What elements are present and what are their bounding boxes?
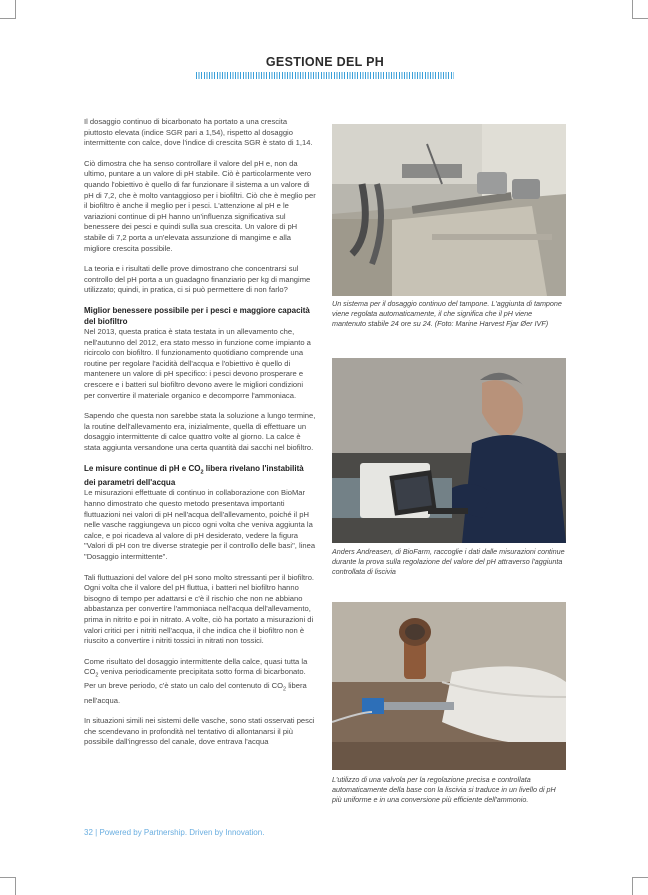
section-heading: Le misure continue di pH e $CO_2$ libera rivelano l'instabilità dei parametri dell'acqua	[84, 463, 304, 487]
photo-caption: Anders Andreasen, di BioFarm, raccoglie i dati dalle misurazioni continue durante la prova sulla regolazione del valore del pH attraverso l'aggiunta controllata di liscivia	[332, 547, 565, 576]
paragraph: In situazioni simili nei sistemi delle vasche, sono stati osservati pesci che scendevano in profondità nel tentativo di allontanarsi il più possibile dall'ingresso del canale, dove entrava l'acqua	[84, 716, 315, 747]
paragraph: Ciò dimostra che ha senso controllare il valore del pH e, non da ultimo, puntare a un valore di pH stabile. Ciò è particolarmente vero quando l'obiettivo è quello di far funzionare il sistema a un valore di pH di 7,2, che è molto vantaggioso per i biofiltri. Ciò che è meglio per il biofiltro è anche il meglio per i pesci. L'attenzione al pH e le variazioni continue di pH hanno un'influenza significativa sul benessere dei pesci e quindi sulla sua crescita. Un valore di pH stabile di 7,2 porta a un'elevata assunzione di mangime e alla migliore crescita possibile.	[84, 158, 316, 253]
section-heading: Miglior benessere possibile per i pesci e maggiore capacità del biofiltro	[84, 305, 310, 326]
footer-tagline: Powered by Partnership. Driven by Innovation.	[99, 828, 265, 837]
paragraph: Le misurazioni effettuate di continuo in collaborazione con BioMar hanno dimostrato che questo metodo presentava importanti fluttuazioni nei valori di pH nell'acqua dell'allevamento, poiché il pH nelle vasche raggiungeva un picco ogni volta che veniva aggiunta la calce, e poi ricadeva al valore di pH desiderato, vedere la figura "Valori di pH con tre diverse strategie per il controllo delle basi", linea "Dosaggio intermittente".	[84, 488, 316, 561]
page-title: GESTIONE DEL PH	[265, 55, 385, 69]
paragraph: Tali fluttuazioni del valore del pH sono molto stressanti per il biofiltro. Ogni volta che il valore del pH fluttua, i batteri nel biofiltro hanno bisogno di tempo per adattarsi e c'è il rischio che non ne abbiano abbastanza per convertire l'ammoniaca nell'acqua dell'allevamento, prima in nitrito e poi in nitrato. A volte, ciò ha portato a misurazioni di valori critici per i nitriti nell'acqua, il che indica che il biofiltro non è riuscito a convertire i nitriti tossici in nitrati non tossici.	[84, 572, 315, 646]
crop-mark	[632, 18, 648, 19]
paragraph: Sapendo che questa non sarebbe stata la soluzione a lungo termine, la routine dell'allevamento era, inizialmente, quella di effettuare un dosaggio intermittente di calce quattro volte al giorno. La calce è stata aggiunta versandone una certa quantità dai sacchi nel biofiltro.	[84, 411, 316, 453]
paragraph: Il dosaggio continuo di bicarbonato ha portato a una crescita piuttosto elevata (indice SGR pari a 1,54), rispetto al dosaggio intermittente con calce, dove l'indice di crescita SGR è stato di 1,14.	[84, 117, 313, 148]
paragraph: Nel 2013, questa pratica è stata testata in un allevamento che, nell'autunno del 2012, era stato messo in funzione come impianto a ricircolo con biofiltro. Il funzionamento quotidiano comprende una routine per regolare l'acidità dell'acqua e l'obiettivo è quello di mantenere un valore di pH specifico: i pesci devono prosperare e crescere e i batteri sul biofiltro devono avere le migliori condizioni per convertire il materiale organico e decomporre l'ammoniaca.	[84, 327, 311, 400]
paragraph: La teoria e i risultati delle prove dimostrano che concentrarsi sul controllo del pH porta a un guadagno finanziario per kg di mangime utilizzato; quindi, in pratica, ci si può permettere di non farlo?	[84, 264, 311, 295]
photo-man-laptop	[332, 358, 566, 543]
paragraph: Come risultato del dosaggio intermittente della calce, quasi tutta la $CO_2$ veniva periodicamente precipitata sotto forma di bicarbonato. Per un breve periodo, c'è stato un calo del contenuto di $CO_2$ libera nell'acqua.	[84, 656, 308, 705]
page-footer	[84, 828, 264, 837]
title-rule	[196, 72, 454, 79]
crop-mark	[15, 877, 16, 895]
crop-mark	[0, 18, 16, 19]
crop-mark	[632, 877, 633, 895]
crop-mark	[632, 877, 648, 878]
crop-mark	[15, 0, 16, 18]
article-column	[84, 117, 316, 758]
page-number: 32	[84, 828, 93, 837]
photo-valve	[332, 602, 566, 770]
crop-mark	[0, 877, 16, 878]
crop-mark	[632, 0, 633, 18]
photo-caption: L'utilizzo di una valvola per la regolazione precisa e controllata automaticamente della base con la liscivia si traduce in un livello di pH più uniforme e in una conversione più efficiente dell'ammonio.	[332, 775, 556, 804]
photo-caption: Un sistema per il dosaggio continuo del tampone. L'aggiunta di tampone viene regolata automaticamente, il che significa che il pH viene mantenuto stabile 24 ore su 24. (Foto: Marine Harvest Fjar Øer IVF)	[332, 299, 562, 328]
photo-dosing-system	[332, 124, 566, 296]
footer-separator: |	[95, 828, 98, 837]
